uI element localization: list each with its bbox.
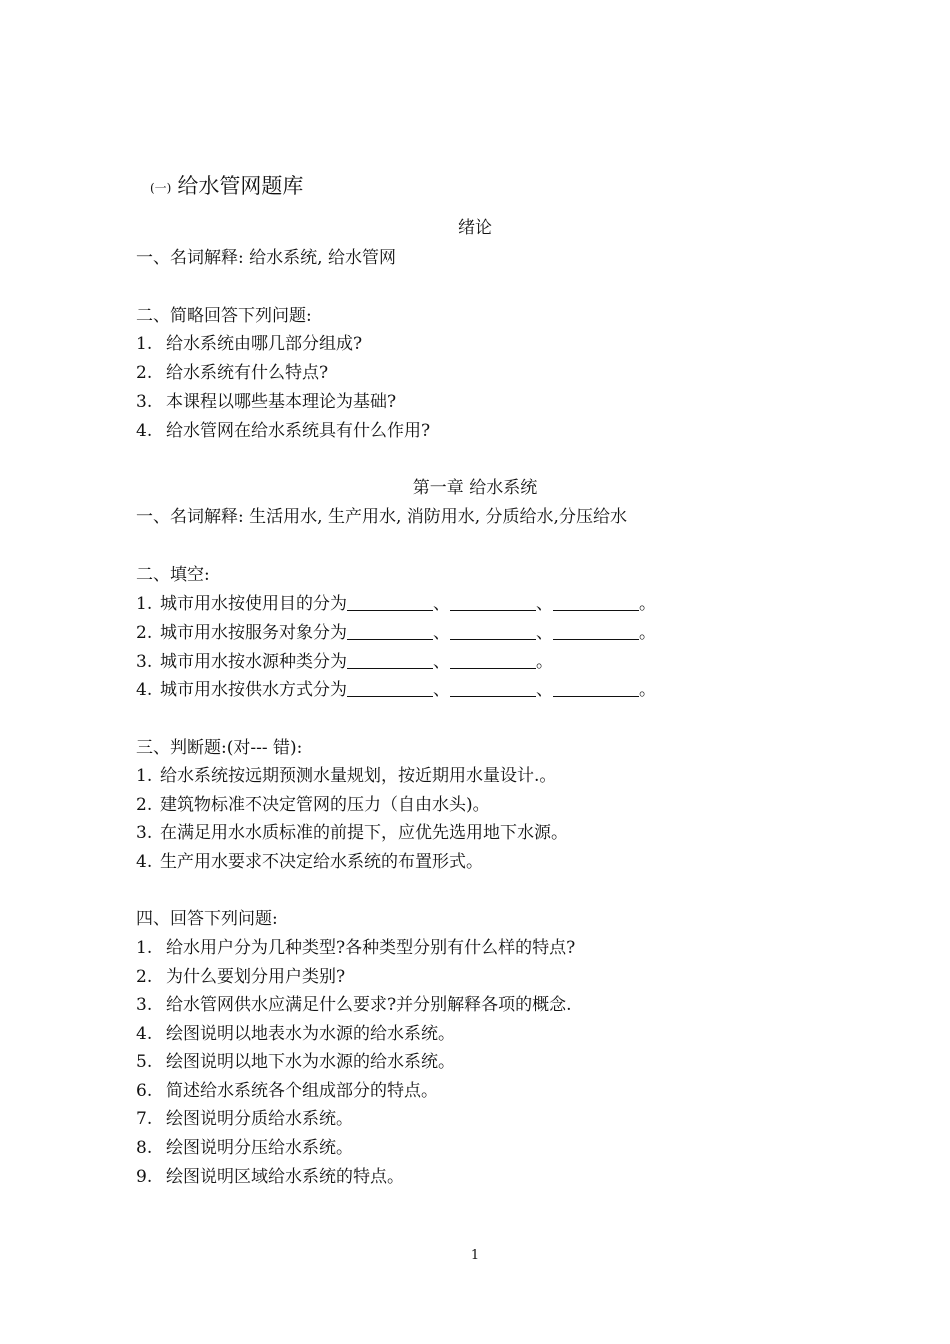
answer-number: 9. [136,1167,153,1187]
answer-text: 绘图说明分压给水系统。 [166,1138,353,1158]
intro-question [136,420,430,442]
title-prefix: (一) [150,181,172,195]
answer-number: 1. [136,938,153,958]
fill-item [136,651,553,673]
answer-number: 8. [136,1138,153,1158]
fill-separator: 、 [536,623,553,643]
fill-number: 1. [136,594,153,614]
page-number: 1 [470,1248,480,1263]
answer-number: 5. [136,1052,153,1072]
intro-heading: 绪论 [458,218,492,238]
answer-item [136,1051,455,1073]
answer-text: 绘图说明分质给水系统。 [166,1109,353,1129]
fill-item [136,679,656,701]
fill-end: 。 [639,594,656,614]
question-text: 给水系统有什么特点? [166,363,329,383]
judge-heading: 三、判断题:(对--- 错): [136,738,303,758]
fill-number: 4. [136,680,153,700]
question-number: 2. [136,363,153,383]
fill-item [136,622,656,644]
judge-text: 建筑物标准不决定管网的压力（自由水头)。 [160,795,490,815]
judge-item [136,765,556,787]
fill-blank[interactable] [553,681,639,697]
judge-text: 在满足用水水质标准的前提下，应优先选用地下水源。 [160,823,568,843]
fill-separator: 、 [536,594,553,614]
document-title [150,170,303,200]
fill-blank[interactable] [553,595,639,611]
question-text: 给水系统由哪几部分组成? [166,334,363,354]
intro-short-answer-heading: 二、简略回答下列问题: [136,306,312,326]
judge-number: 3. [136,823,153,843]
question-text: 本课程以哪些基本理论为基础? [166,392,397,412]
fill-separator: 、 [433,623,450,643]
fill-text: 城市用水按使用目的分为 [160,594,347,614]
judge-text: 给水系统按远期预测水量规划，按近期用水量设计.。 [160,766,557,786]
answer-text: 绘图说明区域给水系统的特点。 [166,1167,404,1187]
intro-question [136,333,362,355]
question-number: 1. [136,334,153,354]
fill-item [136,593,656,615]
answer-text: 简述给水系统各个组成部分的特点。 [166,1081,438,1101]
answer-text: 为什么要划分用户类别? [166,967,346,987]
answer-text: 给水管网供水应满足什么要求?并分别解释各项的概念. [166,995,572,1015]
answer-item [136,1137,353,1159]
fill-blank[interactable] [450,595,536,611]
judge-number: 1. [136,766,153,786]
fill-blank[interactable] [347,624,433,640]
fill-separator: 、 [536,680,553,700]
fill-blank[interactable] [347,653,433,669]
fill-number: 2. [136,623,153,643]
fill-blank[interactable] [450,624,536,640]
fill-blank[interactable] [450,681,536,697]
judge-number: 2. [136,795,153,815]
judge-item [136,794,490,816]
answer-item [136,966,345,988]
fill-separator: 、 [433,594,450,614]
judge-item [136,851,483,873]
answer-text: 给水用户分为几种类型?各种类型分别有什么样的特点? [166,938,576,958]
fill-separator: 、 [433,652,450,672]
answer-item [136,1023,455,1045]
answer-number: 2. [136,967,153,987]
fill-blank[interactable] [553,624,639,640]
chapter1-terms: 一、名词解释: 生活用水, 生产用水, 消防用水, 分质给水,分压给水 [136,507,627,527]
fill-blank[interactable] [347,681,433,697]
fill-heading: 二、填空: [136,565,210,585]
fill-text: 城市用水按水源种类分为 [160,652,347,672]
answer-text: 绘图说明以地下水为水源的给水系统。 [166,1052,455,1072]
answer-number: 4. [136,1024,153,1044]
answer-number: 6. [136,1081,153,1101]
judge-text: 生产用水要求不决定给水系统的布置形式。 [160,852,483,872]
intro-question [136,391,396,413]
chapter1-heading: 第一章 给水系统 [412,478,538,498]
fill-text: 城市用水按供水方式分为 [160,680,347,700]
answer-item [136,1080,438,1102]
title-main: 给水管网题库 [177,174,304,198]
answer-text: 绘图说明以地表水为水源的给水系统。 [166,1024,455,1044]
fill-end: 。 [536,652,553,672]
answer-item [136,1108,353,1130]
question-number: 3. [136,392,153,412]
intro-question [136,362,328,384]
question-text: 给水管网在给水系统具有什么作用? [166,421,431,441]
answer-item [136,1166,404,1188]
fill-text: 城市用水按服务对象分为 [160,623,347,643]
fill-end: 。 [639,680,656,700]
question-number: 4. [136,421,153,441]
fill-end: 。 [639,623,656,643]
judge-item [136,822,568,844]
answer-number: 3. [136,995,153,1015]
answer-item [136,937,575,959]
answer-item [136,994,572,1016]
answer-number: 7. [136,1109,153,1129]
answer-heading: 四、回答下列问题: [136,909,278,929]
fill-number: 3. [136,652,153,672]
intro-terms: 一、名词解释: 给水系统, 给水管网 [136,248,396,268]
fill-blank[interactable] [450,653,536,669]
fill-separator: 、 [433,680,450,700]
fill-blank[interactable] [347,595,433,611]
judge-number: 4. [136,852,153,872]
